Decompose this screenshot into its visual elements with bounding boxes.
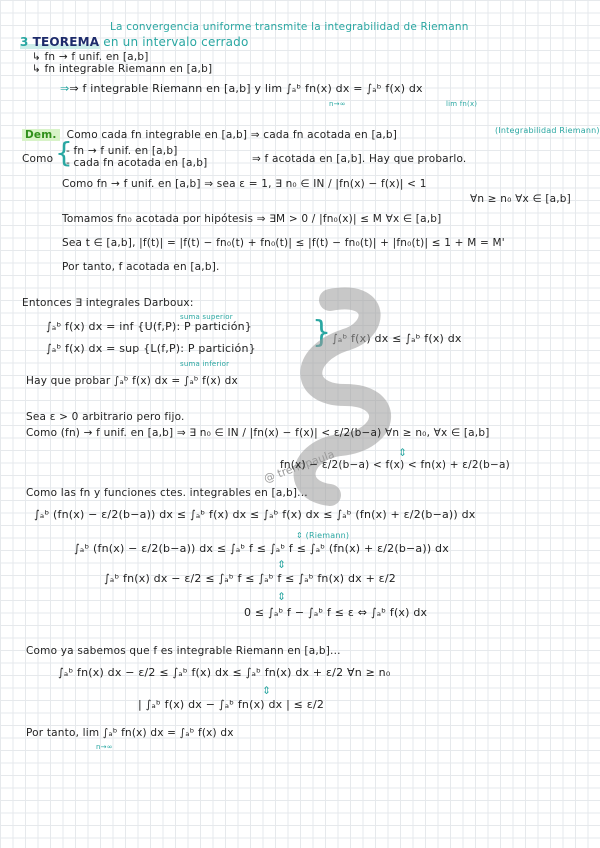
f-definition-note: lim fn(x): [446, 100, 478, 108]
right-brace: }: [312, 315, 332, 350]
upper-sum-note: suma superior: [180, 313, 233, 321]
brace-item-b: - cada fn acotada en [a,b]: [66, 157, 208, 169]
dem-line-3b: ∀n ≥ n₀ ∀x ∈ [a,b]: [470, 193, 571, 205]
lower-integral: ∫ₐᵇ f(x) dx = sup {L(f,P): P partición}: [46, 342, 256, 355]
final-intro: Como ya sabemos que f es integrable Riemann en [a,b]...: [26, 645, 341, 657]
theorem-conclusion: ⇒⇒ f integrable Riemann en [a,b] y lim ∫ₐᵇ fn(x) dx = ∫ₐᵇ f(x) dx: [60, 82, 423, 95]
como-label: Como: [22, 153, 54, 165]
dem-line-1: Dem. Como cada fn integrable en [a,b] ⇒ cada fn acotada en [a,b]: [22, 128, 397, 142]
dem-line-4: Tomamos fn₀ acotada por hipótesis ⇒ ∃M > 0 / |fn₀(x)| ≤ M ∀x ∈ [a,b]: [62, 213, 442, 225]
lower-sum-note: suma inferior: [180, 360, 230, 368]
equiv-arrow-2: ⇕: [277, 559, 286, 571]
brace-item-a: - fn → f unif. en [a,b]: [66, 145, 178, 157]
chain-line-2: ∫ₐᵇ (fn(x) − ε/2(b−a)) dx ≤ ∫ₐᵇ f ≤ ∫ₐᵇ f ≤ ∫ₐᵇ (fn(x) + ε/2(b−a)) dx: [74, 542, 449, 555]
darboux-intro: Entonces ∃ integrales Darboux:: [22, 297, 194, 309]
final-lim-subscript: n→∞: [96, 743, 113, 751]
riemann-note: ⇕ (Riemann): [296, 531, 350, 540]
dem-line-3: Como fn → f unif. en [a,b] ⇒ sea ε = 1, ∃ n₀ ∈ IN / |fn(x) − f(x)| < 1: [62, 178, 427, 190]
epsilon-bounds: fn(x) − ε/2(b−a) < f(x) < fn(x) + ε/2(b−a): [280, 459, 510, 471]
left-brace: {: [55, 136, 74, 169]
final-line-2: | ∫ₐᵇ f(x) dx − ∫ₐᵇ fn(x) dx | ≤ ε/2: [138, 698, 325, 711]
epsilon-intro: Sea ε > 0 arbitrario pero fijo.: [26, 411, 185, 423]
hypothesis-2: ↳ fn integrable Riemann en [a,b]: [32, 63, 213, 75]
lim-subscript: n→∞: [329, 100, 346, 108]
hypothesis-1: ↳ fn → f unif. en [a,b]: [32, 51, 149, 63]
final-conclusion: Por tanto, lim ∫ₐᵇ fn(x) dx = ∫ₐᵇ f(x) dx: [26, 727, 234, 739]
chain-line-4: 0 ≤ ∫ₐᵇ f − ∫ₐᵇ f ≤ ε ⇔ ∫ₐᵇ f(x) dx: [244, 606, 428, 619]
theorem-heading: 3 TEOREMA en un intervalo cerrado: [20, 35, 249, 49]
to-prove: Hay que probar ∫ₐᵇ f(x) dx = ∫ₐᵇ f(x) dx: [26, 375, 238, 387]
chain-line-1: ∫ₐᵇ (fn(x) − ε/2(b−a)) dx ≤ ∫ₐᵇ f(x) dx ≤ ∫ₐᵇ f(x) dx ≤ ∫ₐᵇ (fn(x) + ε/2(b−a)) dx: [34, 508, 476, 521]
chain-line-3: ∫ₐᵇ fn(x) dx − ε/2 ≤ ∫ₐᵇ f ≤ ∫ₐᵇ f ≤ ∫ₐᵇ fn(x) dx + ε/2: [104, 572, 396, 585]
equiv-arrow-4: ⇕: [262, 685, 271, 697]
brace-conclusion: ⇒ f acotada en [a,b]. Hay que probarlo.: [252, 153, 467, 165]
dem-line-6: Por tanto, f acotada en [a,b].: [62, 261, 220, 273]
chain-intro: Como las fn y funciones ctes. integrables en [a,b]...: [26, 487, 308, 499]
dem-line-5: Sea t ∈ [a,b], |f(t)| = |f(t) − fn₀(t) + fn₀(t)| ≤ |f(t) − fn₀(t)| + |fn₀(t)| ≤ 1 + M = M': [62, 237, 505, 249]
watermark-text: @ trendpaula: [262, 447, 337, 486]
equiv-arrow-3: ⇕: [277, 591, 286, 603]
side-note: (Integrabilidad Riemann): [495, 126, 600, 135]
darboux-inequality: ∫ₐᵇ f(x) dx ≤ ∫ₐᵇ f(x) dx: [332, 332, 462, 345]
theorem-title: La convergencia uniforme transmite la integrabilidad de Riemann: [110, 21, 469, 33]
final-line-1: ∫ₐᵇ fn(x) dx − ε/2 ≤ ∫ₐᵇ f(x) dx ≤ ∫ₐᵇ fn(x) dx + ε/2 ∀n ≥ n₀: [58, 666, 391, 679]
upper-integral: ∫ₐᵇ f(x) dx = inf {U(f,P): P partición}: [46, 320, 252, 333]
equiv-arrow-1: ⇕: [398, 447, 407, 459]
epsilon-convergence: Como (fn) → f unif. en [a,b] ⇒ ∃ n₀ ∈ IN / |fn(x) − f(x)| < ε/2(b−a) ∀n ≥ n₀, ∀x ∈ [a,b]: [26, 427, 490, 439]
